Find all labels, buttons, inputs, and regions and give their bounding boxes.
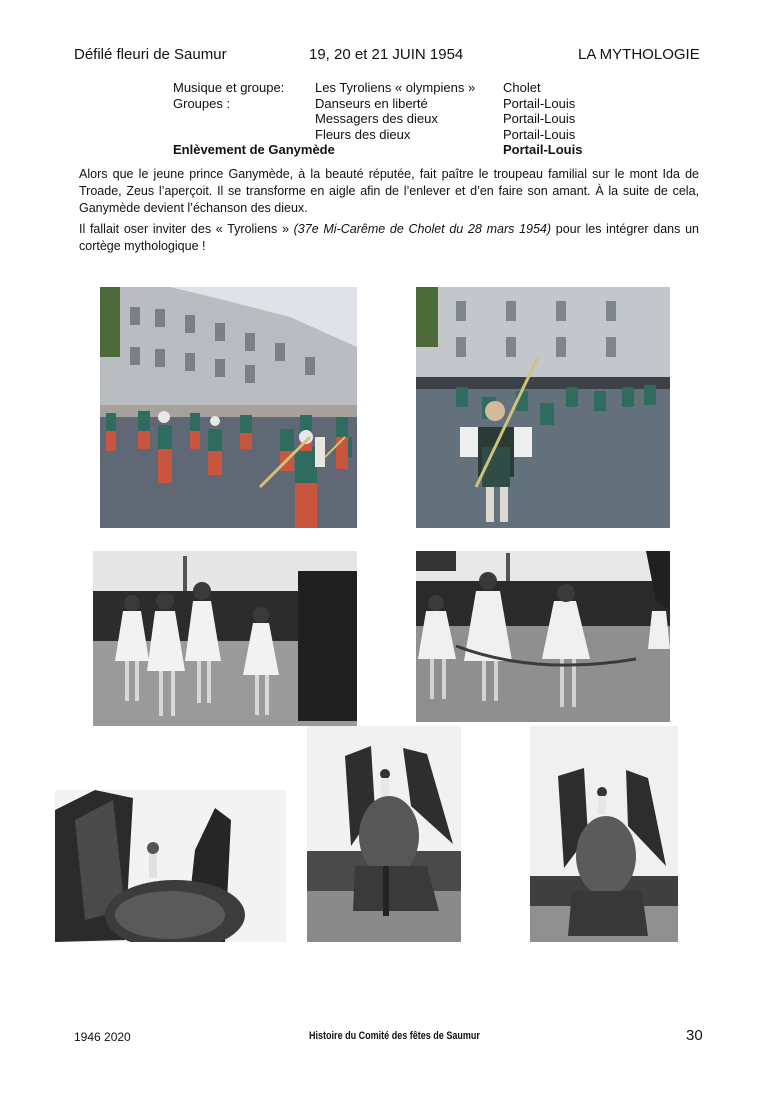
photo-aigle-char-2 bbox=[530, 726, 678, 942]
program-origin: Cholet bbox=[503, 80, 541, 95]
program-origin-ganymede: Portail-Louis bbox=[503, 142, 583, 157]
program-group: Fleurs des dieux bbox=[315, 126, 411, 142]
program-col2 bbox=[315, 80, 475, 142]
program-group: Danseurs en liberté bbox=[315, 95, 428, 111]
photo-tyroliens-leader bbox=[416, 287, 670, 528]
photo-tyroliens-trombones bbox=[100, 287, 357, 528]
paragraph-tyroliens: Il fallait oser inviter des « Tyroliens » (37e Mi-Carême de Cholet du 28 mars 1954) pour les intégrer dans un cortège mythologique ! bbox=[79, 222, 699, 253]
photo-aigle-char-1 bbox=[307, 726, 461, 942]
program-label: Musique et groupe: bbox=[173, 80, 285, 95]
header-left: Défilé fleuri de Saumur bbox=[74, 46, 227, 63]
paragraph-ganymede: Alors que le jeune prince Ganymède, à la beauté réputée, fait paître le troupeau familial sur le mont Ida de Troade, Zeus l’aperçoit. Il se transforme en aigle afin de l’enlever et d’en faire son amant. À la suite de cela, Ganymède devient l’échanson des dieux. bbox=[79, 167, 699, 215]
paragraph-italic: (37e Mi-Carême de Cholet du 28 mars 1954) bbox=[293, 222, 552, 236]
program-label: Groupes : bbox=[173, 95, 231, 111]
program-origin: Portail-Louis bbox=[503, 111, 576, 126]
footer-years: 1946 2020 bbox=[74, 1030, 131, 1044]
program-origin: Portail-Louis bbox=[503, 126, 576, 142]
program-label-ganymede: Enlèvement de Ganymède bbox=[173, 142, 335, 157]
footer-title: Histoire du Comité des fêtes de Saumur bbox=[309, 1030, 480, 1042]
program-group: Les Tyroliens « olympiens » bbox=[315, 80, 476, 95]
program-col3 bbox=[503, 80, 582, 158]
photo-danseuses-2 bbox=[416, 551, 670, 722]
photo-aigle-detail bbox=[55, 790, 286, 942]
page-number: 30 bbox=[686, 1027, 703, 1044]
photo-danseuses-1 bbox=[93, 551, 357, 726]
header-date: 19, 20 et 21 JUIN 1954 bbox=[309, 46, 464, 63]
program-origin: Portail-Louis bbox=[503, 95, 576, 111]
program-group: Messagers des dieux bbox=[315, 111, 438, 126]
header-theme: LA MYTHOLOGIE bbox=[578, 46, 700, 63]
program-col1 bbox=[173, 80, 335, 158]
